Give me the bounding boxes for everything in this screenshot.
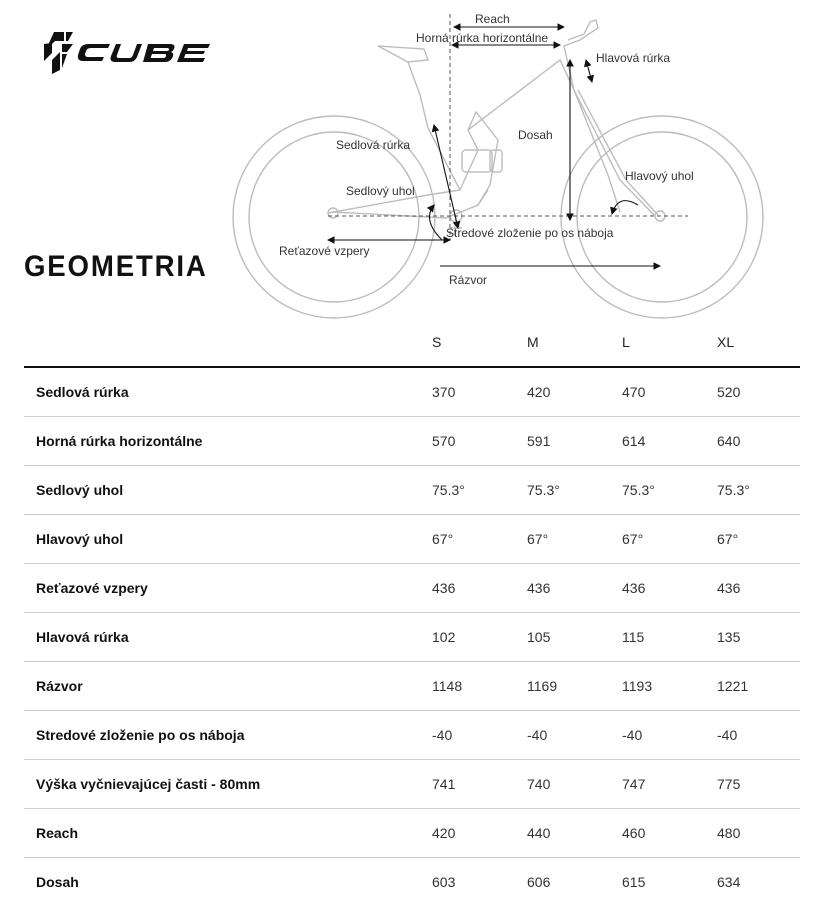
row-label: Horná rúrka horizontálne: [24, 417, 432, 466]
row-value: 67°: [432, 515, 527, 564]
label-chainstay: Reťazové vzpery: [279, 244, 370, 258]
row-value: 67°: [527, 515, 622, 564]
table-header-row: [24, 318, 800, 367]
row-value: -40: [622, 711, 717, 760]
row-value: 105: [527, 613, 622, 662]
row-value: 1148: [432, 662, 527, 711]
row-value: 420: [527, 367, 622, 417]
header-label-col: [24, 318, 432, 367]
row-value: 436: [432, 564, 527, 613]
row-label: Reach: [24, 809, 432, 858]
row-value: -40: [717, 711, 800, 760]
row-value: 1193: [622, 662, 717, 711]
row-value: 591: [527, 417, 622, 466]
row-value: 775: [717, 760, 800, 809]
row-value: 640: [717, 417, 800, 466]
size-header: XL: [717, 318, 800, 367]
table-row: [24, 417, 800, 466]
row-label: Sedlový uhol: [24, 466, 432, 515]
label-wheelbase: Rázvor: [449, 273, 488, 287]
row-value: 75.3°: [527, 466, 622, 515]
cube-logo: [42, 30, 217, 74]
size-header: M: [527, 318, 622, 367]
table-row: [24, 613, 800, 662]
row-value: 740: [527, 760, 622, 809]
row-label: Hlavový uhol: [24, 515, 432, 564]
row-value: 747: [622, 760, 717, 809]
row-value: 603: [432, 874, 456, 890]
row-value: 67°: [622, 515, 717, 564]
table-row: [24, 466, 800, 515]
table-row: [24, 662, 800, 711]
row-value: 615: [622, 874, 646, 890]
row-value: 1221: [717, 662, 800, 711]
label-bb-drop: Stredové zloženie po os náboja: [446, 226, 614, 240]
row-value: -40: [527, 711, 622, 760]
row-value: 470: [622, 367, 717, 417]
row-value: 520: [717, 367, 800, 417]
row-label: Reťazové vzpery: [24, 564, 432, 613]
row-value: 135: [717, 613, 800, 662]
row-value: 67°: [717, 515, 800, 564]
row-value: 741: [432, 760, 527, 809]
row-value: 1169: [527, 662, 622, 711]
row-value: -40: [432, 711, 527, 760]
table-row: [24, 760, 800, 809]
row-label: Hlavová rúrka: [24, 613, 432, 662]
row-value: 436: [622, 564, 717, 613]
row-value: 634: [717, 874, 741, 890]
size-header: L: [622, 318, 717, 367]
row-value: 436: [717, 564, 800, 613]
label-reach: Reach: [475, 12, 510, 26]
row-value: 460: [622, 809, 717, 858]
row-value: 480: [717, 809, 800, 858]
geometry-diagram: [228, 0, 788, 322]
row-value: 614: [622, 417, 717, 466]
table-row: [24, 367, 800, 417]
page-title: GEOMETRIA: [24, 250, 208, 283]
row-label: Sedlová rúrka: [24, 367, 432, 417]
label-head-angle: Hlavový uhol: [625, 169, 694, 183]
label-stack: Dosah: [518, 128, 553, 142]
row-value: 75.3°: [717, 466, 800, 515]
cube-logo-icon: [44, 32, 73, 74]
row-label: Výška vyčnievajúcej časti - 80mm: [24, 760, 432, 809]
row-label: Stredové zloženie po os náboja: [24, 711, 432, 760]
row-value: 420: [432, 809, 527, 858]
row-value: 102: [432, 613, 527, 662]
row-value: 75.3°: [432, 466, 527, 515]
row-value: 370: [432, 367, 527, 417]
row-value: 440: [527, 809, 622, 858]
row-value: 606: [527, 874, 551, 890]
row-value: 115: [622, 613, 717, 662]
row-value: 436: [527, 564, 622, 613]
table-body: [24, 367, 800, 906]
label-seat-tube: Sedlová rúrka: [336, 138, 411, 152]
table-row: [24, 711, 800, 760]
table-row: [24, 858, 800, 906]
label-top-tube: Horná rúrka horizontálne: [416, 31, 549, 45]
row-value: 75.3°: [622, 466, 717, 515]
geometry-table: [24, 318, 800, 906]
table-row: [24, 515, 800, 564]
table-row: [24, 809, 800, 858]
row-value: 570: [432, 417, 527, 466]
row-label: Rázvor: [24, 662, 432, 711]
size-header: S: [432, 318, 527, 367]
label-head-tube: Hlavová rúrka: [596, 51, 671, 65]
table-row: [24, 564, 800, 613]
row-label: Dosah: [36, 874, 79, 890]
label-seat-angle: Sedlový uhol: [346, 184, 415, 198]
